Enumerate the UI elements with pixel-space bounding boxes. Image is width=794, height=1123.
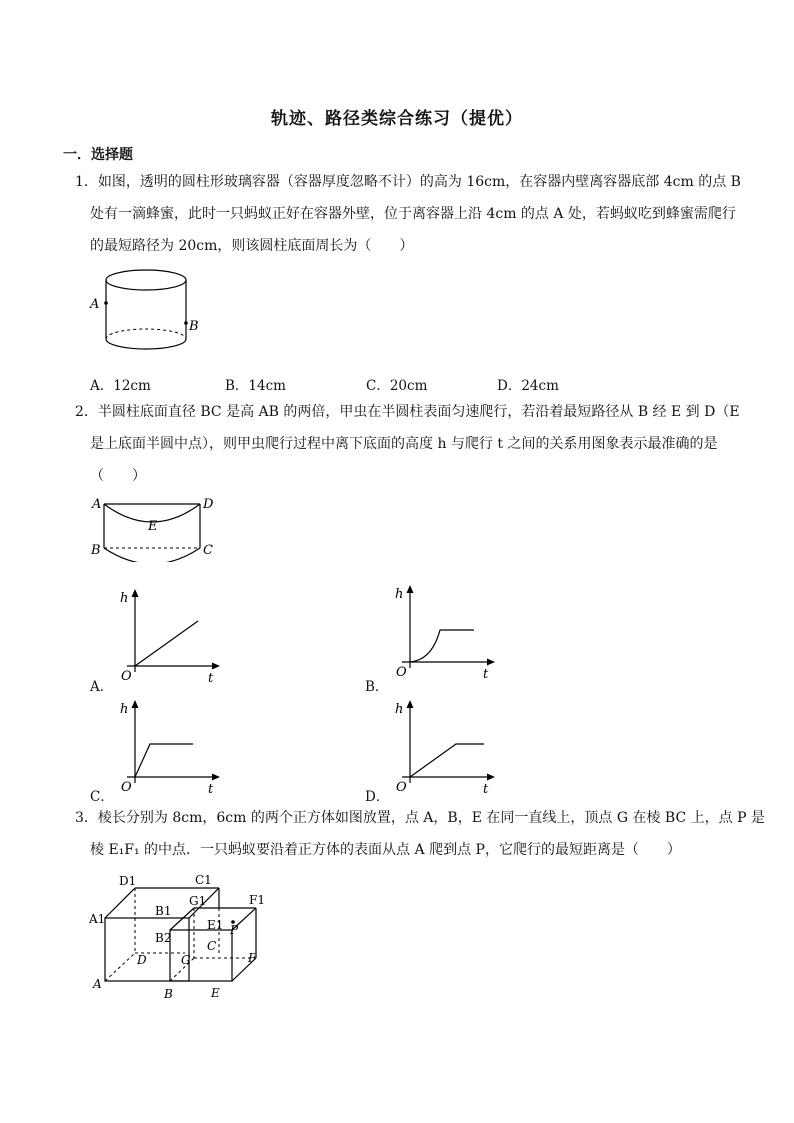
label-d1: D1 [119,874,137,888]
label-b1: B1 [155,904,172,918]
half-cyl-label-e: E [148,519,158,534]
q2-option-d-label: D． [365,789,390,805]
label-e1: E1 [207,918,224,932]
graph-d-x-label: t [483,782,489,797]
q2-line1: 2．半圆柱底面直径 BC 是高 AB 的两倍，甲虫在半圆柱表面匀速爬行，若沿着最短路径从 B 经 E 到 D（E [75,404,740,420]
half-cyl-label-d: D [203,497,214,512]
q1-option-b: B．14cm [225,378,286,394]
graph-d-origin: O [396,780,407,795]
section-heading: 一．选择题 [63,147,133,163]
label-c1: C1 [195,873,212,887]
graph-a [115,586,225,686]
page-title: 轨迹、路径类综合练习（提优） [271,109,523,129]
q1-option-d: D．24cm [497,378,559,394]
cylinder-figure [85,265,205,360]
cubes-figure [85,868,275,1003]
q1-option-c: C．20cm [366,378,428,394]
q2-line3: （ ） [90,468,146,484]
label-e: E [211,986,220,1000]
graph-a-x-label: t [208,671,214,686]
graph-c [115,697,225,797]
label-c: C [207,939,217,953]
label-g: G [181,953,191,967]
label-g1: G1 [189,894,207,908]
q2-option-c-label: C． [90,789,114,805]
graph-b-x-label: t [483,667,489,682]
graph-d [390,697,500,797]
label-d: D [137,953,147,967]
label-b: B [164,987,173,1001]
graph-b-y-label: h [395,587,404,602]
q2-option-a-label: A． [90,679,114,695]
q3-line1: 3．棱长分别为 8cm，6cm 的两个正方体如图放置，点 A，B，E 在同一直线上，顶点 G 在棱 BC 上，点 P 是 [75,810,765,826]
half-cyl-label-a: A [92,497,102,512]
graph-a-origin: O [121,669,132,684]
q2-line2: 是上底面半圆中点），则甲虫爬行过程中离下底面的高度 h 与爬行 t 之间的关系用图象表示最准确的是 [90,436,718,452]
cylinder-label-b: B [189,319,199,334]
graph-c-x-label: t [208,782,214,797]
label-a1: A1 [89,912,106,926]
q1-line2: 处有一滴蜂蜜，此时一只蚂蚁正好在容器外壁，位于离容器上沿 4cm 的点 A 处，若蚂蚁吃到蜂蜜需爬行 [90,206,736,222]
graph-b-origin: O [396,665,407,680]
graph-b [390,582,500,682]
q2-option-b-label: B． [365,679,389,695]
q1-line3: 的最短路径为 20cm，则该圆柱底面周长为（ ） [90,238,414,254]
half-cyl-label-b: B [91,543,101,558]
graph-c-y-label: h [120,702,129,717]
q1-line1: 1．如图，透明的圆柱形玻璃容器（容器厚度忽略不计）的高为 16cm，在容器内壁离容器底部 4cm 的点 B [75,174,741,190]
graph-a-y-label: h [120,591,129,606]
label-f: F [248,951,257,965]
label-p: P [230,923,239,937]
cylinder-label-a: A [90,297,100,312]
half-cyl-label-c: C [203,543,213,558]
q3-line2: 棱 E₁F₁ 的中点．一只蚂蚁要沿着正方体的表面从点 A 爬到点 P，它爬行的最短距离是（ ） [90,842,681,858]
q1-option-a: A．12cm [90,378,151,394]
label-f1: F1 [249,893,265,907]
label-b2: B2 [155,931,172,945]
graph-d-y-label: h [395,702,404,717]
label-a: A [93,977,102,991]
graph-c-origin: O [121,780,132,795]
half-cylinder-figure [88,492,218,562]
